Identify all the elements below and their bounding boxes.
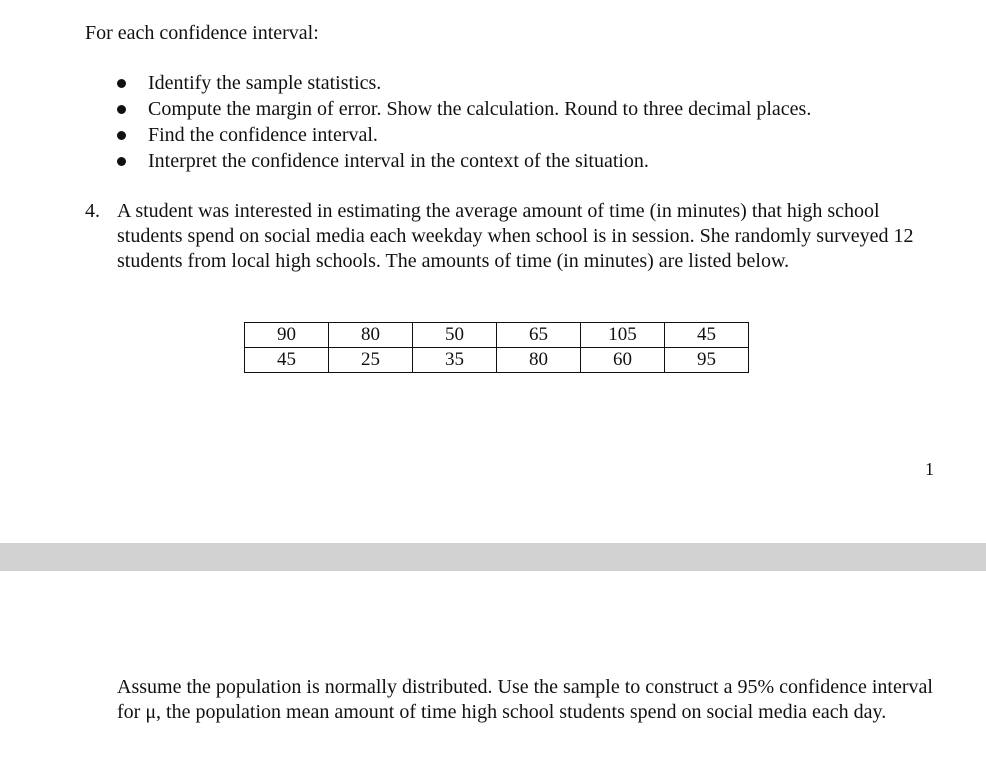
table-row (245, 348, 749, 373)
table-cell: 35 (413, 348, 497, 373)
table-cell: 60 (581, 348, 665, 373)
closing-paragraph: Assume the population is normally distributed. Use the sample to construct a 95% confidence interval for μ, the population mean amount of time high school students spend on social media each day. (117, 676, 933, 723)
bullet-icon (117, 157, 126, 166)
table-cell: 80 (497, 348, 581, 373)
list-item (0, 149, 811, 175)
page-number: 1 (925, 459, 934, 479)
list-item (0, 97, 811, 123)
table-cell: 80 (329, 323, 413, 348)
problem-text: A student was interested in estimating the average amount of time (in minutes) that high school students spend on social media each weekday when school is in session. She randomly surveyed 12 students from local high schools. The amounts of time (in minutes) are listed below. (117, 200, 914, 272)
list-item-text: Compute the margin of error. Show the calculation. Round to three decimal places. (148, 98, 812, 120)
bullet-icon (117, 79, 126, 88)
table-cell: 45 (245, 348, 329, 373)
page-separator (0, 543, 986, 571)
table-cell: 25 (329, 348, 413, 373)
table-cell: 90 (245, 323, 329, 348)
list-item-text: Identify the sample statistics. (148, 72, 382, 94)
list-item-text: Interpret the confidence interval in the context of the situation. (148, 150, 649, 172)
bullet-icon (117, 105, 126, 114)
list-item (0, 71, 811, 97)
bullet-icon (117, 131, 126, 140)
table-cell: 105 (581, 323, 665, 348)
table-cell: 50 (413, 323, 497, 348)
table-cell: 65 (497, 323, 581, 348)
list-item-text: Find the confidence interval. (148, 124, 378, 146)
table-cell: 45 (665, 323, 749, 348)
instructions-list (0, 71, 811, 175)
data-table (244, 322, 749, 373)
problem-number: 4. (85, 200, 100, 222)
list-item (0, 123, 811, 149)
table-row (245, 323, 749, 348)
instructions-heading: For each confidence interval: (85, 22, 319, 44)
table-cell: 95 (665, 348, 749, 373)
